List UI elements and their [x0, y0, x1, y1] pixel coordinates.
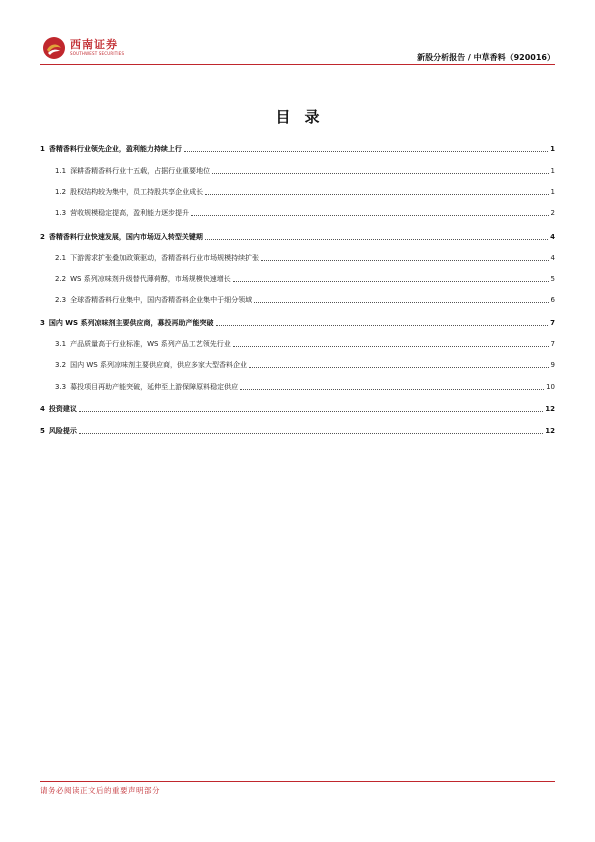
toc-leader-dots	[261, 260, 548, 261]
toc-entry-page: 9	[550, 361, 555, 369]
footer-divider	[40, 781, 555, 782]
toc-entry[interactable]	[40, 162, 555, 176]
toc-entry[interactable]	[40, 228, 555, 242]
toc-entry-number: 3.3	[55, 383, 67, 391]
toc-leader-dots	[216, 325, 549, 326]
toc-entry-title: 香精香料行业领先企业，盈利能力持续上行	[48, 145, 182, 153]
toc-entry-number: 3.2	[55, 361, 67, 369]
toc-entry[interactable]	[40, 378, 555, 392]
toc-entry-page: 2	[550, 209, 555, 217]
toc-entry-title: 全球香精香料行业集中，国内香精香料企业集中于细分领域	[70, 296, 253, 304]
toc-entry-page: 12	[545, 427, 555, 435]
header-divider	[40, 64, 555, 65]
toc-entry[interactable]	[40, 314, 555, 328]
toc-entry-title: 国内 WS 系列凉味剂主要供应商，募投再助产能突破	[48, 319, 214, 327]
toc-leader-dots	[233, 346, 549, 347]
toc-entry-title: 国内 WS 系列凉味剂主要供应商，供应多家大型香料企业	[70, 361, 247, 369]
toc-leader-dots	[240, 389, 544, 390]
toc-entry[interactable]	[40, 400, 555, 414]
toc-entry-title: 营收规模稳定提高，盈利能力逐步提升	[70, 209, 190, 217]
report-info: 新股分析报告 / 中草香料（920016）	[417, 53, 555, 62]
toc-entry-number: 3.1	[55, 340, 67, 348]
toc-leader-dots	[249, 367, 549, 368]
toc-leader-dots	[254, 302, 548, 303]
toc-entry-page: 1	[550, 167, 555, 175]
toc-entry-title: 投资建议	[48, 405, 77, 413]
toc-entry[interactable]	[40, 249, 555, 263]
toc-entry-number: 1.3	[55, 209, 67, 217]
toc-entry-number: 2.3	[55, 296, 67, 304]
toc-entry-title: 股权结构较为集中，员工持股共享企业成长	[70, 188, 204, 196]
toc-entry-title: 风险提示	[48, 427, 77, 435]
toc-entry[interactable]	[40, 356, 555, 370]
toc-entry-page: 5	[550, 275, 555, 283]
toc-entry-number: 1.2	[55, 188, 67, 196]
toc-entry-number: 4	[40, 405, 45, 413]
toc-entry-page: 7	[550, 319, 555, 327]
toc-entry-page: 4	[550, 233, 555, 241]
toc-leader-dots	[191, 215, 548, 216]
toc-entry-title: 深耕香精香料行业十五载，占据行业重要地位	[70, 167, 211, 175]
toc-entry[interactable]	[40, 270, 555, 284]
toc-entry-number: 2	[40, 233, 45, 241]
toc-entry[interactable]	[40, 422, 555, 436]
toc-entry[interactable]	[40, 183, 555, 197]
toc-leader-dots	[184, 151, 548, 152]
toc-title: 目录	[275, 108, 334, 126]
page-header	[40, 34, 555, 66]
company-logo	[40, 34, 150, 64]
toc-leader-dots	[205, 194, 548, 195]
southwest-securities-logo-icon	[42, 36, 66, 60]
toc-leader-dots	[79, 411, 543, 412]
toc-entry-number: 2.2	[55, 275, 67, 283]
toc-entry[interactable]	[40, 335, 555, 349]
toc-entry-number: 3	[40, 319, 45, 327]
toc-entry[interactable]	[40, 140, 555, 154]
logo-text-cn: 西南证券	[70, 38, 118, 51]
toc-leader-dots	[233, 281, 549, 282]
toc-entry-page: 4	[550, 254, 555, 262]
logo-text-en: SOUTHWEST SECURITIES	[70, 51, 125, 56]
toc-entry-title: 香精香料行业快速发展，国内市场迈入转型关键期	[48, 233, 203, 241]
toc-entry[interactable]	[40, 204, 555, 218]
toc-entry-number: 2.1	[55, 254, 67, 262]
toc-entry-page: 1	[550, 145, 555, 153]
toc-leader-dots	[79, 433, 543, 434]
toc-entry-page: 10	[546, 383, 555, 391]
toc-entry-number: 1.1	[55, 167, 67, 175]
toc-entry-page: 7	[550, 340, 555, 348]
toc-entry-title: 募投项目再助产能突破，延伸至上游保障原料稳定供应	[70, 383, 239, 391]
toc-entry-page: 12	[545, 405, 555, 413]
toc-entry-page: 6	[550, 296, 555, 304]
footer-notice: 请务必阅读正文后的重要声明部分	[40, 786, 160, 795]
toc-entry-title: WS 系列凉味剂升级替代薄荷醇，市场规模快速增长	[70, 275, 231, 283]
toc-entry-number: 1	[40, 145, 45, 153]
toc-leader-dots	[205, 239, 548, 240]
toc-entry[interactable]	[40, 291, 555, 305]
toc-entry-title: 下游需求扩张叠加政策驱动，香精香料行业市场规模持续扩张	[70, 254, 260, 262]
toc-entry-page: 1	[550, 188, 555, 196]
toc-leader-dots	[212, 173, 548, 174]
toc-entry-title: 产品质量高于行业标准，WS 系列产品工艺领先行业	[70, 340, 231, 348]
toc-entry-number: 5	[40, 427, 45, 435]
